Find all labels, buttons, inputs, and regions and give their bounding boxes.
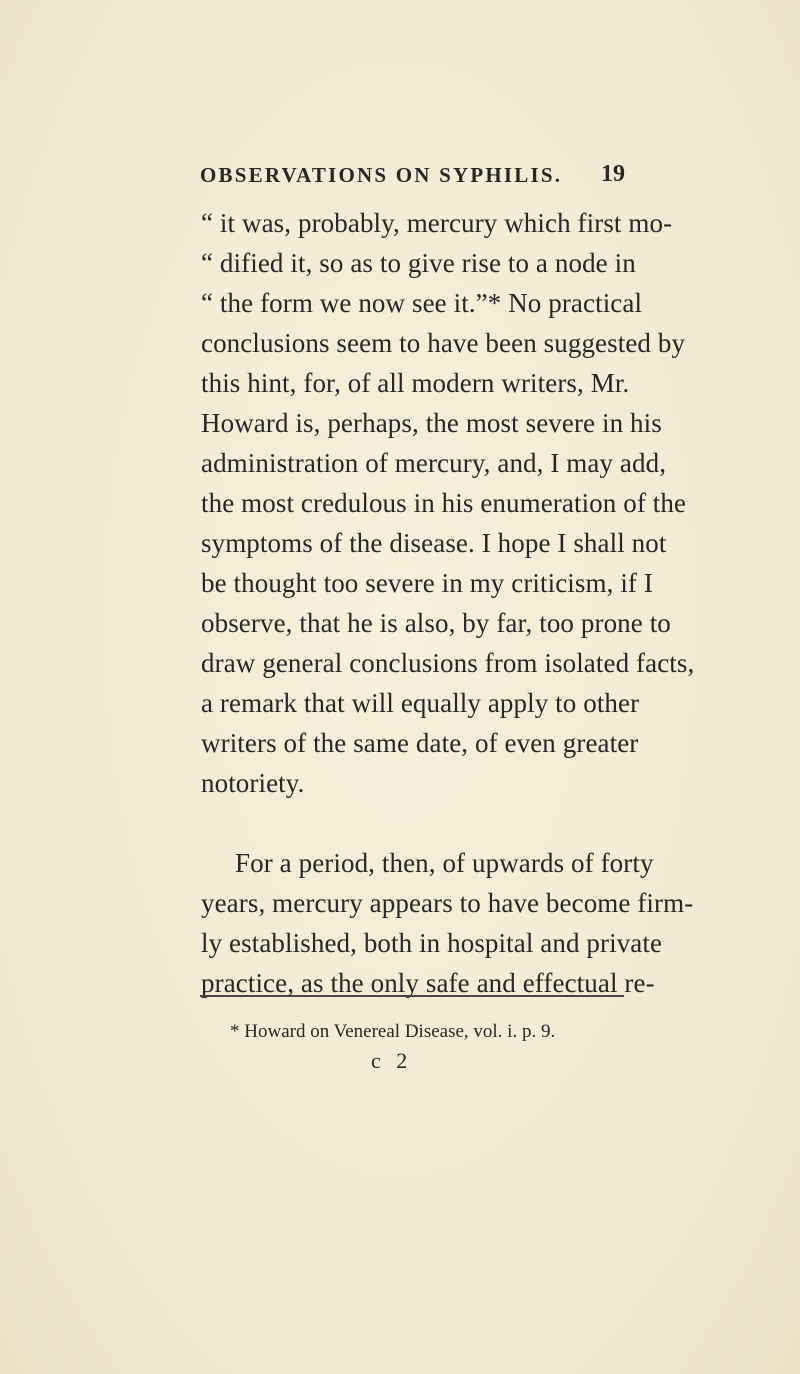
text-line: For a period, then, of upwards of forty — [235, 848, 654, 878]
text-line: writers of the same date, of even greater — [201, 728, 639, 758]
running-title: OBSERVATIONS ON SYPHILIS. — [200, 163, 563, 187]
body-text — [201, 203, 695, 1003]
text-line: Howard is, perhaps, the most severe in his — [201, 408, 662, 438]
text-line: “ dified it, so as to give rise to a node in — [201, 248, 636, 278]
text-line: years, mercury appears to have become firm- — [201, 888, 694, 918]
page-header — [200, 161, 625, 191]
footnote-rule — [200, 995, 624, 997]
footnote: * Howard on Venereal Disease, vol. i. p. 9. — [230, 1021, 556, 1042]
text-line: a remark that will equally apply to other — [201, 688, 640, 718]
text-line: symptoms of the disease. I hope I shall not — [201, 528, 667, 558]
text-line: conclusions seem to have been suggested by — [201, 328, 686, 358]
text-line: notoriety. — [201, 768, 305, 798]
page-number: 19 — [601, 161, 625, 187]
text-line: practice, as the only safe and effectual re- — [201, 968, 655, 998]
text-line: ly established, both in hospital and private — [201, 928, 663, 958]
text-line: “ it was, probably, mercury which first mo- — [201, 208, 673, 238]
text-line: draw general conclusions from isolated facts, — [201, 648, 695, 678]
text-line: “ the form we now see it.”* No practical — [201, 288, 643, 318]
text-line: be thought too severe in my criticism, if I — [201, 568, 653, 598]
signature-mark: c 2 — [371, 1048, 413, 1073]
paragraph-gap — [201, 803, 621, 843]
text-line: the most credulous in his enumeration of the — [201, 488, 687, 518]
text-line: this hint, for, of all modern writers, Mr. — [201, 368, 630, 398]
text-line: observe, that he is also, by far, too prone to — [201, 608, 671, 638]
text-line: administration of mercury, and, I may add, — [201, 448, 667, 478]
